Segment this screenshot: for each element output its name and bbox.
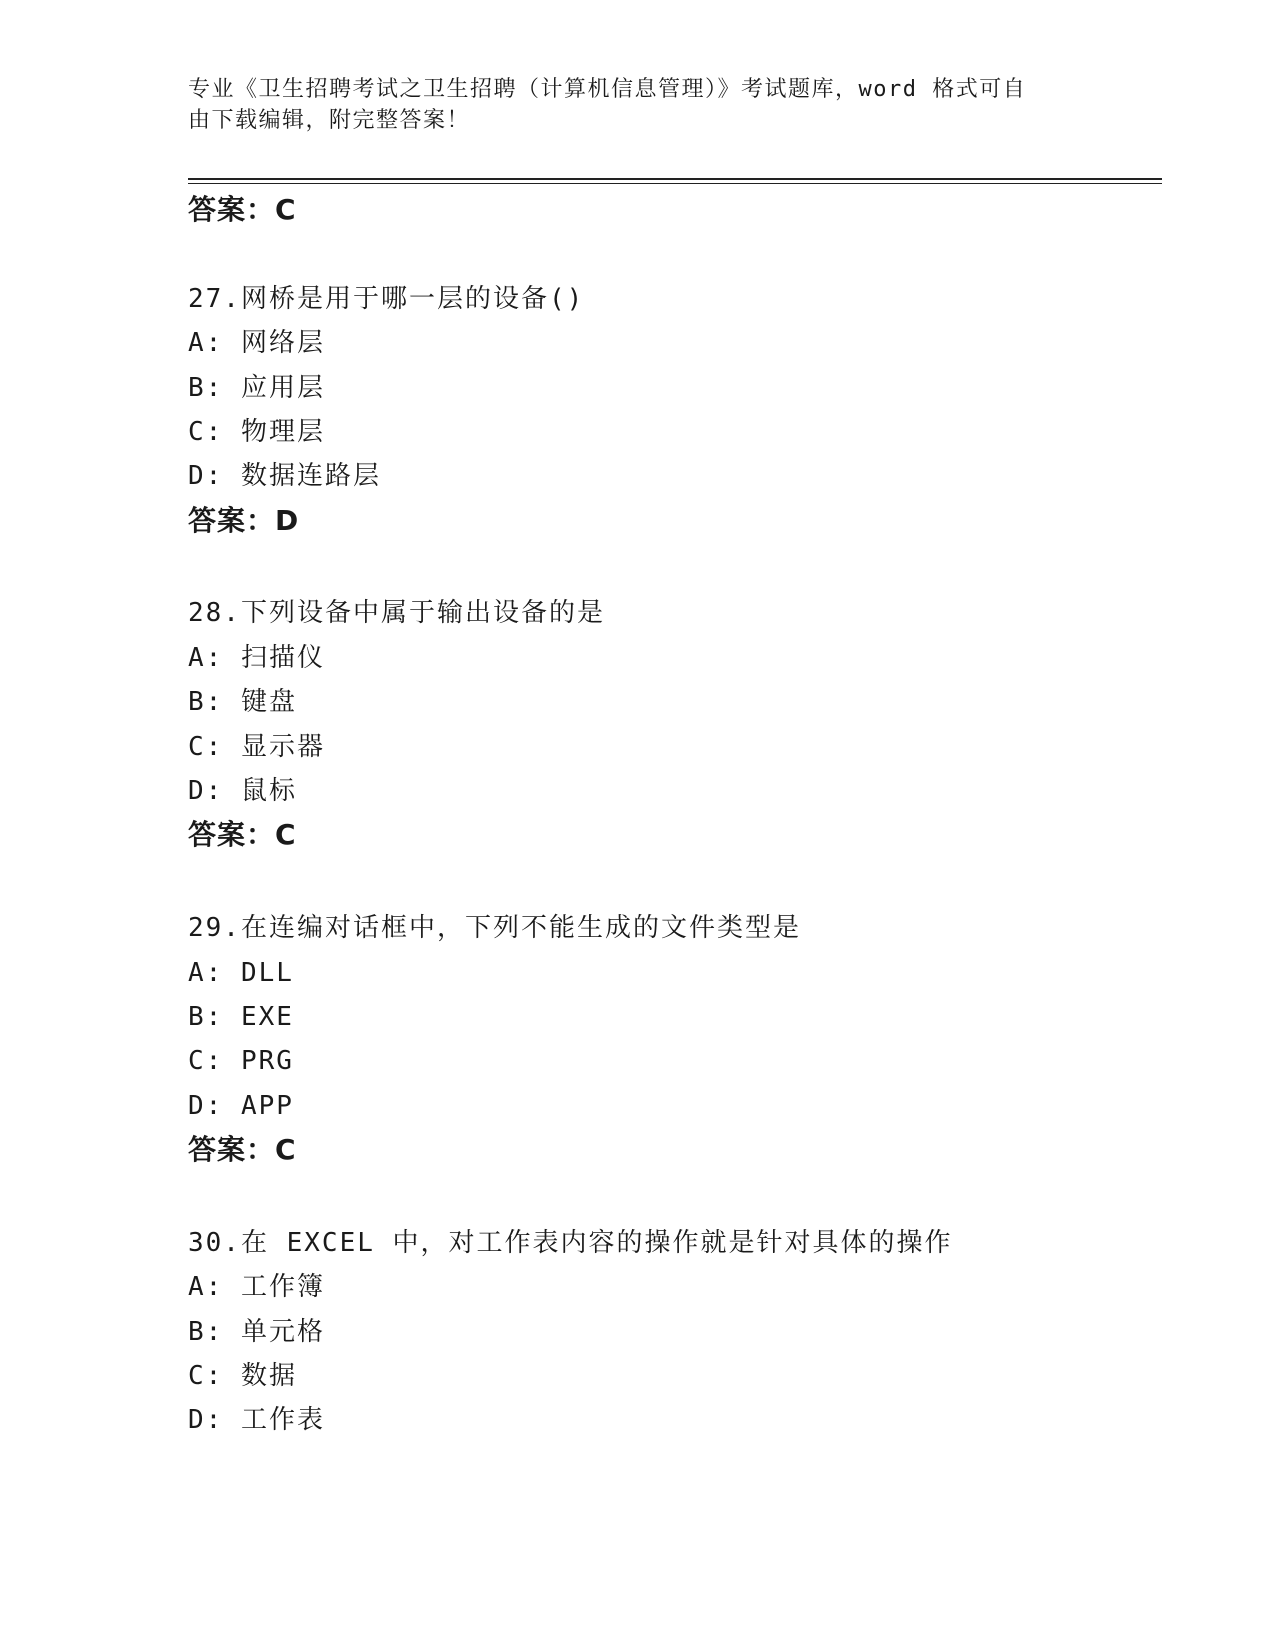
question-29-option-a: A: DLL	[188, 958, 294, 988]
document-header	[188, 74, 1068, 136]
header-line-1: 专业《卫生招聘考试之卫生招聘（计算机信息管理）》考试题库，word 格式可自	[188, 77, 1027, 102]
question-30-option-b: B: 单元格	[188, 1317, 325, 1347]
question-29-option-c: C: PRG	[188, 1046, 294, 1076]
question-27-option-c: C: 物理层	[188, 417, 325, 447]
header-divider	[188, 178, 1162, 180]
answer-26: 答案：C	[188, 193, 297, 226]
header-divider-thin	[188, 183, 1162, 184]
header-line-2: 由下载编辑，附完整答案！	[188, 108, 471, 133]
question-28-option-d: D: 鼠标	[188, 776, 297, 806]
question-29-option-b: B: EXE	[188, 1002, 294, 1032]
question-29: 29.在连编对话框中，下列不能生成的文件类型是	[188, 913, 801, 943]
answer-29: 答案：C	[188, 1133, 297, 1166]
question-30-option-a: A: 工作簿	[188, 1272, 325, 1302]
question-27-option-d: D: 数据连路层	[188, 461, 381, 491]
question-28-option-c: C: 显示器	[188, 732, 325, 762]
question-27-option-b: B: 应用层	[188, 373, 325, 403]
question-27: 27.网桥是用于哪一层的设备()	[188, 284, 585, 314]
question-30-option-c: C: 数据	[188, 1361, 297, 1391]
answer-27: 答案：D	[188, 504, 300, 537]
question-30: 30.在 EXCEL 中，对工作表内容的操作就是针对具体的操作	[188, 1228, 953, 1258]
question-28-option-a: A: 扫描仪	[188, 643, 325, 673]
question-29-option-d: D: APP	[188, 1091, 294, 1121]
question-28-option-b: B: 键盘	[188, 687, 297, 717]
question-30-option-d: D: 工作表	[188, 1405, 325, 1435]
question-28: 28.下列设备中属于输出设备的是	[188, 598, 605, 628]
answer-28: 答案：C	[188, 818, 297, 851]
question-27-option-a: A: 网络层	[188, 328, 325, 358]
